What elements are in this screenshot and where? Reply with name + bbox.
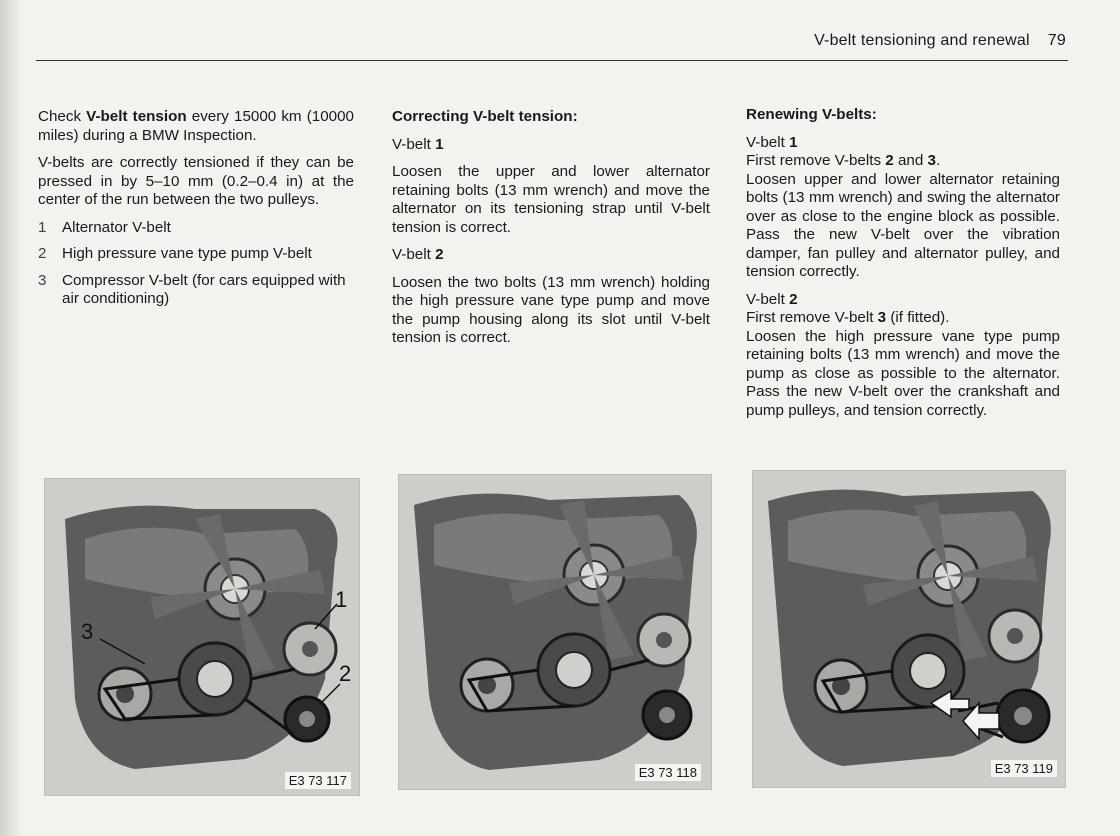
figure-label: E3 73 118 (635, 764, 701, 781)
column-correcting (392, 108, 710, 357)
correcting-belt1-text: Loosen the upper and lower alternator retaining bolts (13 mm wrench) and move the alternator on its tensioning strap until V-belt tension is correct. (392, 163, 710, 236)
figure-label: E3 73 117 (285, 772, 351, 789)
renewing-belt1-label: V-belt 1 (746, 133, 798, 151)
list-item: 1 Alternator V-belt (38, 218, 171, 236)
engine-photo-2 (398, 474, 712, 790)
header-title: V-belt tensioning and renewal (814, 32, 1030, 49)
engine-photo-3 (752, 470, 1066, 788)
page-binding-shadow (0, 0, 22, 836)
engine-photo-1 (44, 478, 360, 796)
engine-illustration (753, 471, 1065, 787)
callout-2: 2 (339, 661, 352, 686)
correcting-belt1-label: V-belt 1 (392, 135, 444, 153)
column-intro (38, 108, 354, 317)
header-rule (36, 60, 1068, 61)
column-renewing (746, 106, 1060, 420)
renewing-belt1-text: Loosen upper and lower alternator retaining bolts (13 mm wrench) and swing the alternator over as close to the engine block as possible. Pass the new V-belt over the vibration damper, fan pulley and alternator pulley, and tension correctly. (746, 170, 1060, 280)
intro-paragraph-1: Check V-belt tension every 15000 km (10000 miles) during a BMW Inspection. (38, 108, 354, 144)
figure-label: E3 73 119 (991, 760, 1057, 777)
correcting-belt2-label: V-belt 2 (392, 246, 444, 263)
correcting-heading: Correcting V-belt tension: (392, 108, 578, 125)
renewing-belt1 (746, 134, 1060, 282)
v-belt-tension-term: V-belt tension (86, 108, 187, 125)
list-item: 2 High pressure vane type pump V-belt (38, 245, 312, 262)
renewing-belt1-first: First remove V-belts 2 and 3. (746, 152, 941, 169)
engine-illustration (399, 475, 711, 789)
callout-1: 1 (335, 587, 348, 612)
running-header (814, 32, 1066, 50)
list-item: 3 Compressor V-belt (for cars equipped with air conditioning) (38, 271, 346, 307)
renewing-belt2-text: Loosen the high pressure vane type pump retaining bolts (13 mm wrench) and move the pump as close as possible to the alternator. Pass the new V-belt over the crankshaft and pump pulleys, and tension correctly. (746, 327, 1060, 419)
belt-legend-list (38, 219, 354, 309)
callout-3: 3 (81, 619, 94, 644)
correcting-belt2-text: Loosen the two bolts (13 mm wrench) holding the high pressure vane type pump and move the pump housing along its slot until V-belt tension is correct. (392, 273, 710, 346)
renewing-belt2-first: First remove V-belt 3 (if fitted). (746, 309, 950, 326)
renewing-heading: Renewing V-belts: (746, 106, 877, 123)
renewing-belt2-label: V-belt 2 (746, 290, 798, 308)
renewing-belt2 (746, 291, 1060, 421)
intro-paragraph-2: V-belts are correctly tensioned if they can be pressed in by 5–10 mm (0.2–0.4 in) at the center of the run between the two pulleys. (38, 154, 354, 208)
page-number: 79 (1047, 32, 1066, 49)
